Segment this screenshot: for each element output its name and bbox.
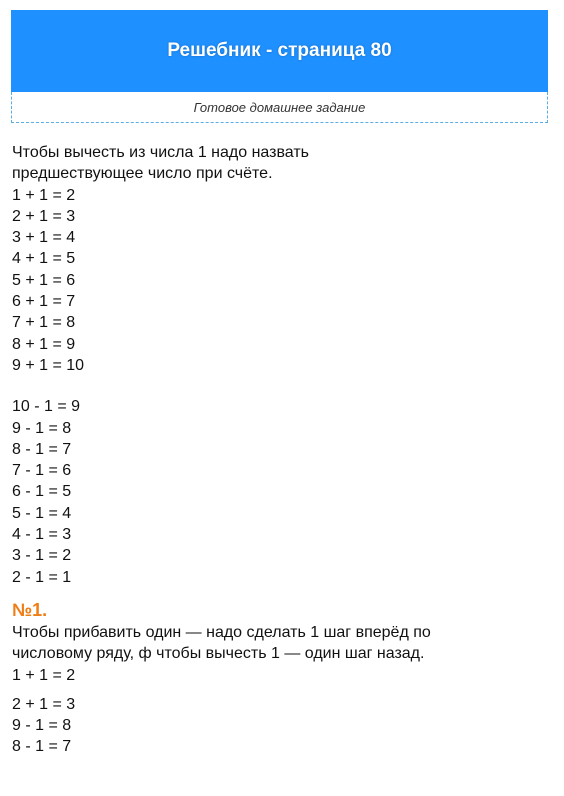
exercise-answer-line: 8 - 1 = 7 [12, 738, 72, 756]
subtraction-line: 2 - 1 = 1 [12, 568, 72, 586]
addition-line: 8 + 1 = 9 [12, 335, 76, 353]
intro-line: Чтобы вычесть из числа 1 надо назвать [12, 144, 310, 161]
addition-line: 4 + 1 = 5 [12, 250, 76, 268]
exercise-text-line: числовому ряду, ф чтобы вычесть 1 — один шаг назад. [12, 645, 425, 663]
subtraction-line: 7 - 1 = 6 [12, 462, 72, 480]
addition-line: 9 + 1 = 10 [12, 356, 85, 374]
subtraction-line: 6 - 1 = 5 [12, 483, 72, 501]
addition-line: 7 + 1 = 8 [12, 314, 76, 332]
solution-content [12, 142, 548, 758]
subtraction-line: 8 - 1 = 7 [12, 440, 72, 458]
addition-line: 3 + 1 = 4 [12, 229, 76, 247]
addition-line: 6 + 1 = 7 [12, 293, 76, 311]
addition-line: 2 + 1 = 3 [12, 207, 76, 225]
addition-line: 5 + 1 = 6 [12, 271, 76, 289]
spacer [12, 376, 548, 396]
intro-line: предшествующее число при счёте. [12, 165, 273, 183]
exercise-example-line: 1 + 1 = 2 [12, 666, 76, 684]
subtraction-line: 4 - 1 = 3 [12, 526, 72, 544]
exercise-answer-line: 2 + 1 = 3 [12, 695, 76, 713]
page-header [11, 10, 548, 92]
subtraction-line: 9 - 1 = 8 [12, 419, 72, 437]
page-subtitle-bar [11, 92, 548, 123]
exercise-text-line: Чтобы прибавить один — надо сделать 1 шаг вперёд по [12, 623, 431, 641]
page-title: Решебник - страница 80 [167, 40, 392, 61]
exercise-answer-line: 9 - 1 = 8 [12, 717, 72, 735]
subtraction-line: 3 - 1 = 2 [12, 547, 72, 565]
addition-line: 1 + 1 = 2 [12, 186, 76, 204]
subtraction-line: 5 - 1 = 4 [12, 504, 72, 522]
exercise-heading: №1. [12, 599, 48, 620]
spacer [12, 686, 548, 694]
page-subtitle: Готовое домашнее задание [193, 99, 366, 115]
subtraction-line: 10 - 1 = 9 [12, 398, 81, 416]
